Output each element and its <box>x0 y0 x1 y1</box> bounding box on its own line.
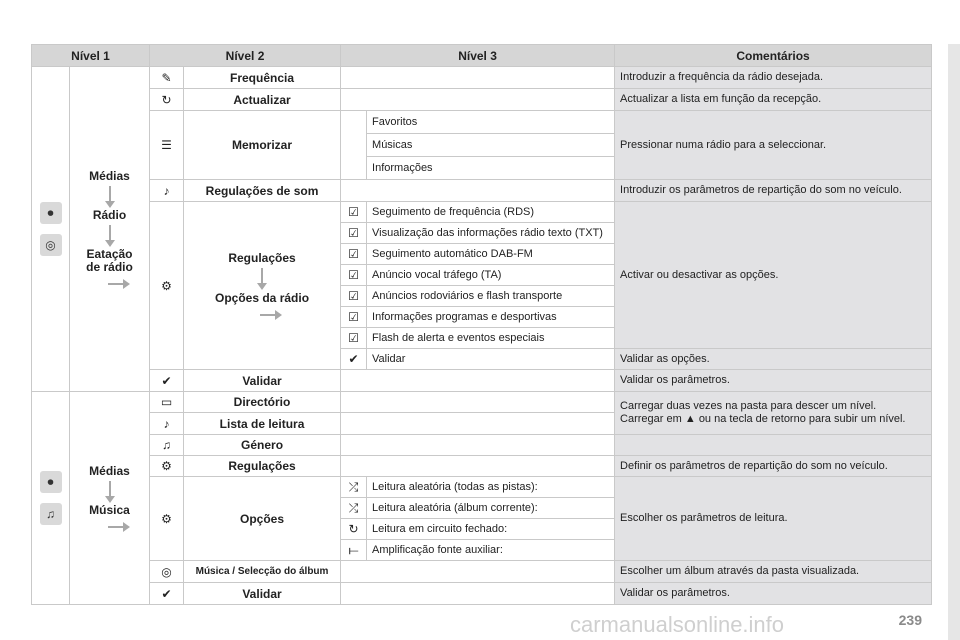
up-triangle-icon: ▲ <box>684 413 696 425</box>
level2-genero: Género <box>184 435 341 456</box>
level3-shuffle-album: Leitura aleatória (álbum corrente): <box>367 498 615 519</box>
path-de-radio: de rádio <box>86 260 133 274</box>
level3-empty <box>341 89 615 111</box>
row-album <box>32 561 932 583</box>
level2-regulacoes-opcoes <box>184 202 341 370</box>
level2-directorio: Directório <box>184 392 341 413</box>
media-source-icon: ⏺ <box>40 471 62 493</box>
media-source-icon: ⏺ <box>40 202 62 224</box>
music-path <box>70 392 150 605</box>
comment-regulacoes-musica: Definir os parâmetros de repartição do som no veículo. <box>615 456 932 477</box>
comment-validar: Validar os parâmetros. <box>615 370 932 392</box>
row-actualizar <box>32 89 932 111</box>
level2-frequencia: Frequência <box>184 67 341 89</box>
check-mark-icon: ✔ <box>150 583 184 605</box>
level2-regulacoes-musica: Regulações <box>184 456 341 477</box>
row-genero <box>32 435 932 456</box>
header-comments: Comentários <box>615 45 932 67</box>
list-icon: ☰ <box>150 111 184 180</box>
radio-wave-icon: ◎ <box>40 234 62 256</box>
header-level-1: Nível 1 <box>32 45 150 67</box>
level3-empty <box>341 413 615 435</box>
path-musica: Música <box>89 503 130 517</box>
row-validar-musica <box>32 583 932 605</box>
music-mode-icons <box>32 392 70 605</box>
down-arrow-icon <box>261 268 263 284</box>
down-arrow-icon <box>109 225 111 241</box>
down-arrow-icon <box>109 481 111 497</box>
watermark: carmanualsonline.info <box>570 612 785 637</box>
right-arrow-icon <box>108 526 124 528</box>
level3-empty <box>341 180 615 202</box>
path-medias: Médias <box>89 169 130 183</box>
level3-empty <box>341 583 615 605</box>
row-frequencia <box>32 67 932 89</box>
comment-regulacoes-som: Introduzir os parâmetros de repartição do som no veículo. <box>615 180 932 202</box>
row-memorizar-1 <box>32 111 932 134</box>
down-arrow-icon <box>109 186 111 202</box>
level3-empty <box>341 370 615 392</box>
header-level-3: Nível 3 <box>341 45 615 67</box>
repeat-icon: ↻ <box>341 519 367 540</box>
level3-icon-empty <box>341 111 367 180</box>
checkbox-icon: ☑ <box>341 244 367 265</box>
level3-validar: Validar <box>367 349 615 370</box>
scrollbar-track[interactable] <box>948 44 960 640</box>
level3-empty <box>341 456 615 477</box>
radio-mode-icons <box>32 67 70 392</box>
level2-memorizar: Memorizar <box>184 111 341 180</box>
level2-validar: Validar <box>184 370 341 392</box>
row-option-1 <box>32 202 932 223</box>
level3-option-txt: Visualização das informações rádio texto (TXT) <box>367 223 615 244</box>
comment-empty <box>615 435 932 456</box>
level3-informacoes: Informações <box>367 157 615 180</box>
right-arrow-icon <box>108 283 124 285</box>
checkbox-icon: ☑ <box>341 307 367 328</box>
level3-empty <box>341 435 615 456</box>
level2-actualizar: Actualizar <box>184 89 341 111</box>
music-note-icon: ♫ <box>40 503 62 525</box>
settings-gear-icon: ⚙ <box>150 456 184 477</box>
checkbox-icon: ☑ <box>341 328 367 349</box>
header-level-2: Nível 2 <box>150 45 341 67</box>
level3-shuffle-all: Leitura aleatória (todas as pistas): <box>367 477 615 498</box>
path-estacao: Eatação <box>86 247 133 261</box>
level2-opcoes: Opções <box>184 477 341 561</box>
check-mark-icon: ✔ <box>150 370 184 392</box>
level3-empty <box>341 561 615 583</box>
menu-table <box>31 44 932 605</box>
comment-folder-nav <box>615 392 932 435</box>
path-medias: Médias <box>89 464 130 478</box>
level3-option-alerta: Flash de alerta e eventos especiais <box>367 328 615 349</box>
level2-validar-musica: Validar <box>184 583 341 605</box>
music-notes-icon: ♫ <box>150 435 184 456</box>
level3-option-dab: Seguimento automático DAB-FM <box>367 244 615 265</box>
music-note-icon: ♪ <box>150 413 184 435</box>
level2-opcoes-radio: Opções da rádio <box>215 291 310 305</box>
comment-folder-line1: Carregar duas vezes na pasta para descer um nível. <box>620 400 877 412</box>
comment-folder-line2b: ou na tecla de retorno para subir um nível. <box>698 413 906 425</box>
level3-aux-amp: Amplificação fonte auxiliar: <box>367 540 615 561</box>
row-regulacoes-som <box>32 180 932 202</box>
refresh-icon: ↻ <box>150 89 184 111</box>
folder-icon: ▭ <box>150 392 184 413</box>
aux-input-icon: ⟝ <box>341 540 367 561</box>
level3-option-rds: Seguimento de frequência (RDS) <box>367 202 615 223</box>
level2-album: Música / Selecção do álbum <box>184 561 341 583</box>
row-directorio <box>32 392 932 413</box>
settings-gear-icon: ⚙ <box>150 477 184 561</box>
level3-option-programas: Informações programas e desportivas <box>367 307 615 328</box>
comment-memorizar: Pressionar numa rádio para a seleccionar. <box>615 111 932 180</box>
level2-regulacoes-som: Regulações de som <box>184 180 341 202</box>
comment-actualizar: Actualizar a lista em função da recepção. <box>615 89 932 111</box>
comment-opcoes: Escolher os parâmetros de leitura. <box>615 477 932 561</box>
row-validar <box>32 370 932 392</box>
comment-validar-opcoes: Validar as opções. <box>615 349 932 370</box>
checkbox-icon: ☑ <box>341 265 367 286</box>
comment-frequencia: Introduzir a frequência da rádio desejada. <box>615 67 932 89</box>
level3-option-flash-transporte: Anúncios rodoviários e flash transporte <box>367 286 615 307</box>
checkbox-icon: ☑ <box>341 202 367 223</box>
path-radio: Rádio <box>92 208 127 222</box>
header-row <box>32 45 932 67</box>
check-mark-icon: ✔ <box>341 349 367 370</box>
album-disc-icon: ◎ <box>150 561 184 583</box>
sound-settings-icon: ♪ <box>150 180 184 202</box>
level2-lista: Lista de leitura <box>184 413 341 435</box>
level3-musicas: Músicas <box>367 134 615 157</box>
comment-album: Escolher um álbum através da pasta visualizada. <box>615 561 932 583</box>
row-regulacoes-musica <box>32 456 932 477</box>
right-arrow-icon <box>260 314 276 316</box>
comment-validar-musica: Validar os parâmetros. <box>615 583 932 605</box>
comment-options: Activar ou desactivar as opções. <box>615 202 932 349</box>
level3-favoritos: Favoritos <box>367 111 615 134</box>
radio-path <box>70 67 150 392</box>
level3-option-ta: Anúncio vocal tráfego (TA) <box>367 265 615 286</box>
checkbox-icon: ☑ <box>341 286 367 307</box>
frequency-icon: ✎ <box>150 67 184 89</box>
checkbox-icon: ☑ <box>341 223 367 244</box>
comment-folder-line2a: Carregar em <box>620 413 682 425</box>
shuffle-icon: ⤮ <box>341 498 367 519</box>
page-number: 239 <box>898 612 922 628</box>
settings-gear-icon: ⚙ <box>150 202 184 370</box>
level3-empty <box>341 67 615 89</box>
level2-regulacoes: Regulações <box>228 251 296 265</box>
row-opcoes-1 <box>32 477 932 498</box>
level3-empty <box>341 392 615 413</box>
shuffle-icon: ⤮ <box>341 477 367 498</box>
level3-repeat: Leitura em circuito fechado: <box>367 519 615 540</box>
